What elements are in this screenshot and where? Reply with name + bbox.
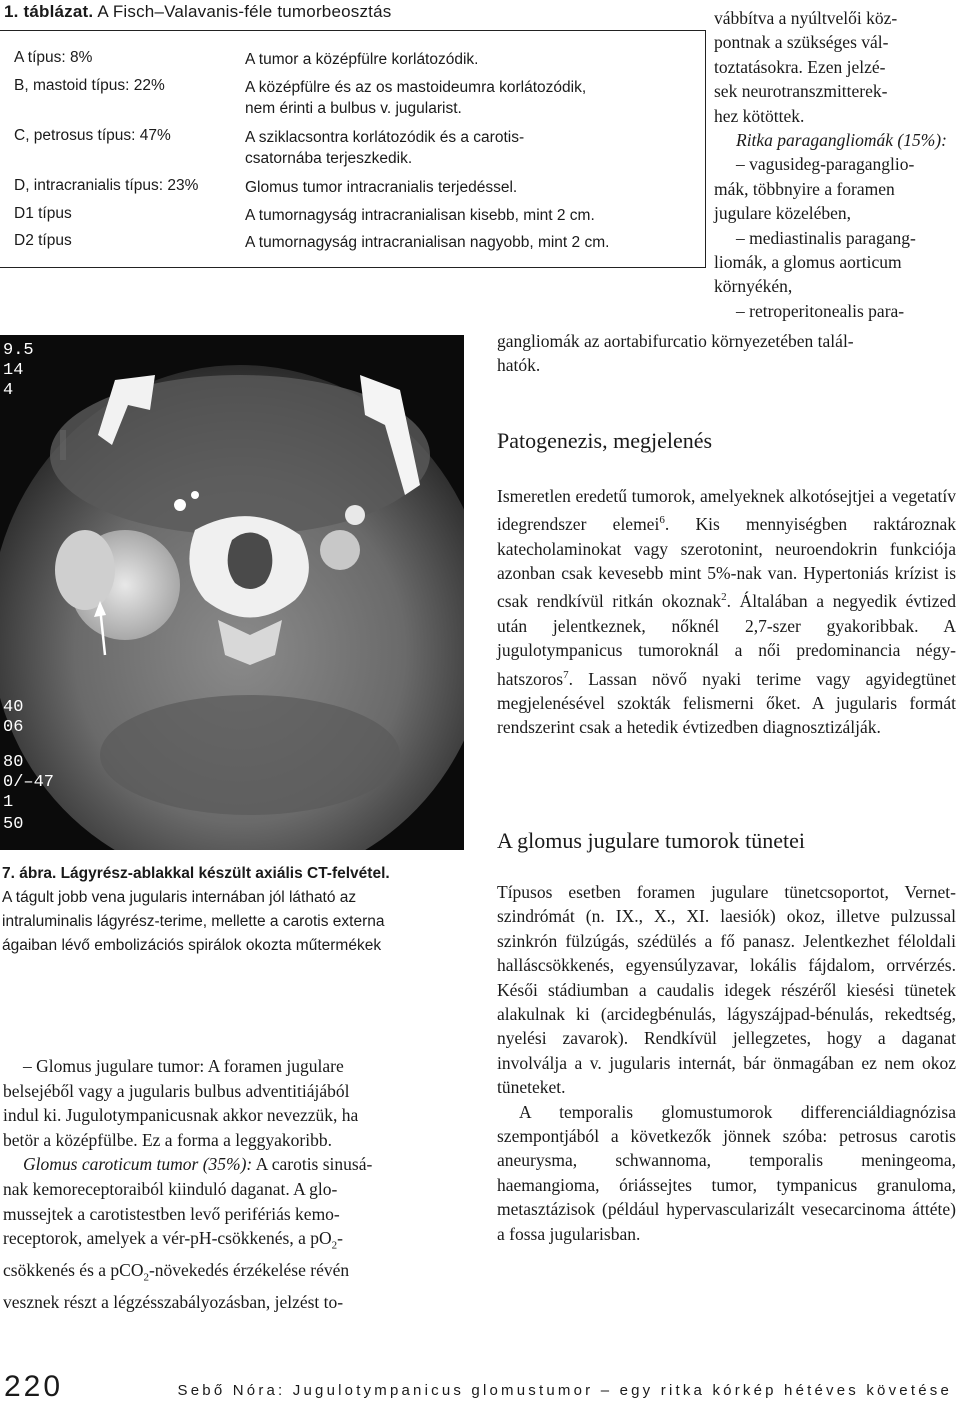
- table-title: [4, 2, 391, 22]
- caption-line: A tágult jobb vena jugularis internában jól látható az: [2, 889, 357, 906]
- carotic-heading: Glomus caroticum tumor (35%):: [23, 1154, 253, 1175]
- text-line: – Glomus jugulare tumor: A foramen jugulare: [23, 1056, 344, 1076]
- ct-label: 50: [3, 815, 24, 834]
- table-number: 1. táblázat.: [4, 2, 94, 21]
- text-line: környékén,: [714, 276, 793, 297]
- text-line: betör a középfülbe. Ez a forma a leggyakoribb.: [3, 1129, 332, 1150]
- text-line: – vagusideg-paraganglio-: [736, 154, 915, 175]
- text-line: csökkenés és a pCO$_2$-növekedés érzékelése révén: [3, 1260, 350, 1284]
- text-line: sek neurotranszmitterek-: [714, 81, 888, 102]
- text-line: mák, többnyire a foramen: [714, 178, 895, 199]
- section1-paragraph: Ismeretlen eredetű tumorok, amelyeknek alkotósejtjei a vegetatív idegrendszer elemei$^6$. Kis mennyiségben raktároznak katecholaminokat vagy szerotonint, neuroendokrin funkciója azonban csak kevesebb mint 5%-nak van. Hypertoniás krízist is csak rendkívül ritkán okoznak$^2$. Általában a negyedik évtized után jelentkeznek, nőknél 2,7-szer gyakoribbak. A jugulotympanicus tumoroknál a női predominancia négy-hatszoros$^7$. Lassan növő nyaki terime vagy agyidegtünet megjelenésével szokták felismerni őket. A jugularis formát rendszerint csak a hetedik évtizedben diagnosztizálják.: [497, 486, 956, 738]
- text-line: liomák, a glomus aorticum: [714, 252, 902, 273]
- ct-label: 40: [3, 698, 24, 717]
- ct-scan-drawing: [0, 335, 464, 850]
- ritka-heading: Ritka paragangliomák (15%):: [736, 130, 947, 151]
- section-heading-tunetek: A glomus jugulare tumorok tünetei: [497, 828, 805, 853]
- caption-line: ágaiban lévő embolizációs spirálok okozta műtermékek: [2, 937, 382, 954]
- table-row-desc: A tumornagyság intracranialisan kisebb, mint 2 cm.: [245, 207, 595, 224]
- table-row-desc: A tumornagyság intracranialisan nagyobb, mint 2 cm.: [245, 234, 610, 251]
- caption-label: 7. ábra.: [2, 865, 57, 882]
- text-line: Glomus caroticum tumor (35%): A carotis sinusá-: [23, 1154, 373, 1175]
- ct-label: 06: [3, 718, 24, 737]
- section2-paragraphs: [497, 880, 956, 1246]
- page-number: 220: [4, 1370, 64, 1403]
- text-line: mussejtek a carotistestben levő perifériás kemo-: [3, 1203, 340, 1224]
- caption-line: intraluminalis lágyrész-terime, mellette a carotis externa: [2, 913, 385, 930]
- text-line: – mediastinalis paragang-: [736, 227, 916, 248]
- text-line: vesznek részt a légzésszabályozásban, jelzést to-: [3, 1292, 344, 1313]
- text-line: indul ki. Jugulotympanicusnak akkor nevezzük, ha: [3, 1105, 359, 1126]
- table-row-type: B, mastoid típus: 22%: [14, 77, 165, 94]
- running-title: Sebő Nóra: Jugulotympanicus glomustumor – egy ritka kórkép hétéves követése: [177, 1382, 952, 1399]
- table-row-desc: A sziklacsontra korlátozódik és a carotis- csatornába terjeszkedik.: [245, 129, 525, 167]
- text-line: vábbítva a nyúltvelői köz-: [714, 8, 898, 28]
- text-line: nak kemoreceptoraiból kiinduló daganat. A glo-: [3, 1178, 338, 1199]
- table-row-desc: Glomus tumor intracranialis terjedéssel.: [245, 179, 518, 196]
- text-line: gangliomák az aortabifurcatio környezetében talál-: [497, 331, 854, 351]
- left-column-text: [3, 1054, 461, 1315]
- table-row-type: A típus: 8%: [14, 49, 93, 66]
- table-row-desc: A középfülre és az os mastoideumra korlátozódik, nem érinti a bulbus v. jugularist.: [245, 79, 587, 117]
- table-row-desc: A tumor a középfülre korlátozódik.: [245, 51, 479, 68]
- text-line: toztatásokra. Ezen jelzé-: [714, 56, 886, 77]
- ct-label: 4: [3, 381, 14, 400]
- text-line: receptorok, amelyek a vér-pH-csökkenés, a $pO_2-$: [3, 1228, 343, 1252]
- right-column-wide-lines: [497, 329, 956, 378]
- text-line: – retroperitonealis para-: [736, 300, 905, 321]
- table-row-type: D, intracranialis típus: 23%: [14, 177, 199, 194]
- table-row-type: D1 típus: [14, 205, 72, 222]
- table-title-text: A Fisch–Valavanis-féle tumorbeosztás: [93, 2, 392, 21]
- ct-label: 0/–47: [3, 773, 55, 792]
- classification-table: [0, 30, 706, 268]
- text-line: jugulare közelében,: [714, 203, 852, 224]
- right-column-continuation: [714, 6, 956, 323]
- ct-scan-image: [0, 335, 464, 850]
- section-heading-patogenezis: Patogenezis, megjelenés: [497, 428, 713, 453]
- ct-label: 1: [3, 793, 14, 812]
- ct-label: 14: [3, 361, 24, 380]
- caption-title: Lágyrész-ablakkal készült axiális CT-felvétel.: [56, 865, 390, 882]
- text-line: belsejéből vagy a jugularis bulbus adventitiájából: [3, 1080, 350, 1101]
- figure-caption: [2, 862, 462, 958]
- table-row-type: D2 típus: [14, 232, 72, 249]
- paragraph: A temporalis glomustumorok differenciáldiagnózisa szempontjából a következők jönnek szóba: petrosus carotis aneurysma, schwannoma, temporalis meningeoma, haemangioma, óriássejtes tumor, tympanicus granuloma, metasztázisok (például hypervascularizált vesecarcinoma áttéte) a fossa jugularisban.: [497, 1101, 956, 1244]
- paragraph: Típusos esetben foramen jugulare tünetcsoportot, Vernet-szindrómát (n. IX., X., XI. laesiók) okoz, illetve pulzussal szinkrón fülzúgás, szédülés a fő panasz. Jelentkezhet féloldali halláscsökkenés, egyensúlyzavar, lokális fájdalom, orrvérzés. Késői stádiumban a caudalis idegek részéről kiesési tünetek alakulnak ki (arcidegbénulás, lágyszájpad-bénulás, rekedtség, nyelési zavarok). Rendkívül jellegzetes, hogy a daganat involválja a v. jugularis internát, bár önmagában ez nem okoz tüneteket.: [497, 882, 956, 1098]
- text-line: pontnak a szükséges vál-: [714, 32, 889, 53]
- text-line: hatók.: [497, 355, 541, 376]
- ct-label: 80: [3, 753, 24, 772]
- ct-label: 9.5: [3, 341, 34, 360]
- table-row-type: C, petrosus típus: 47%: [14, 127, 171, 144]
- text-line: hez kötöttek.: [714, 105, 805, 126]
